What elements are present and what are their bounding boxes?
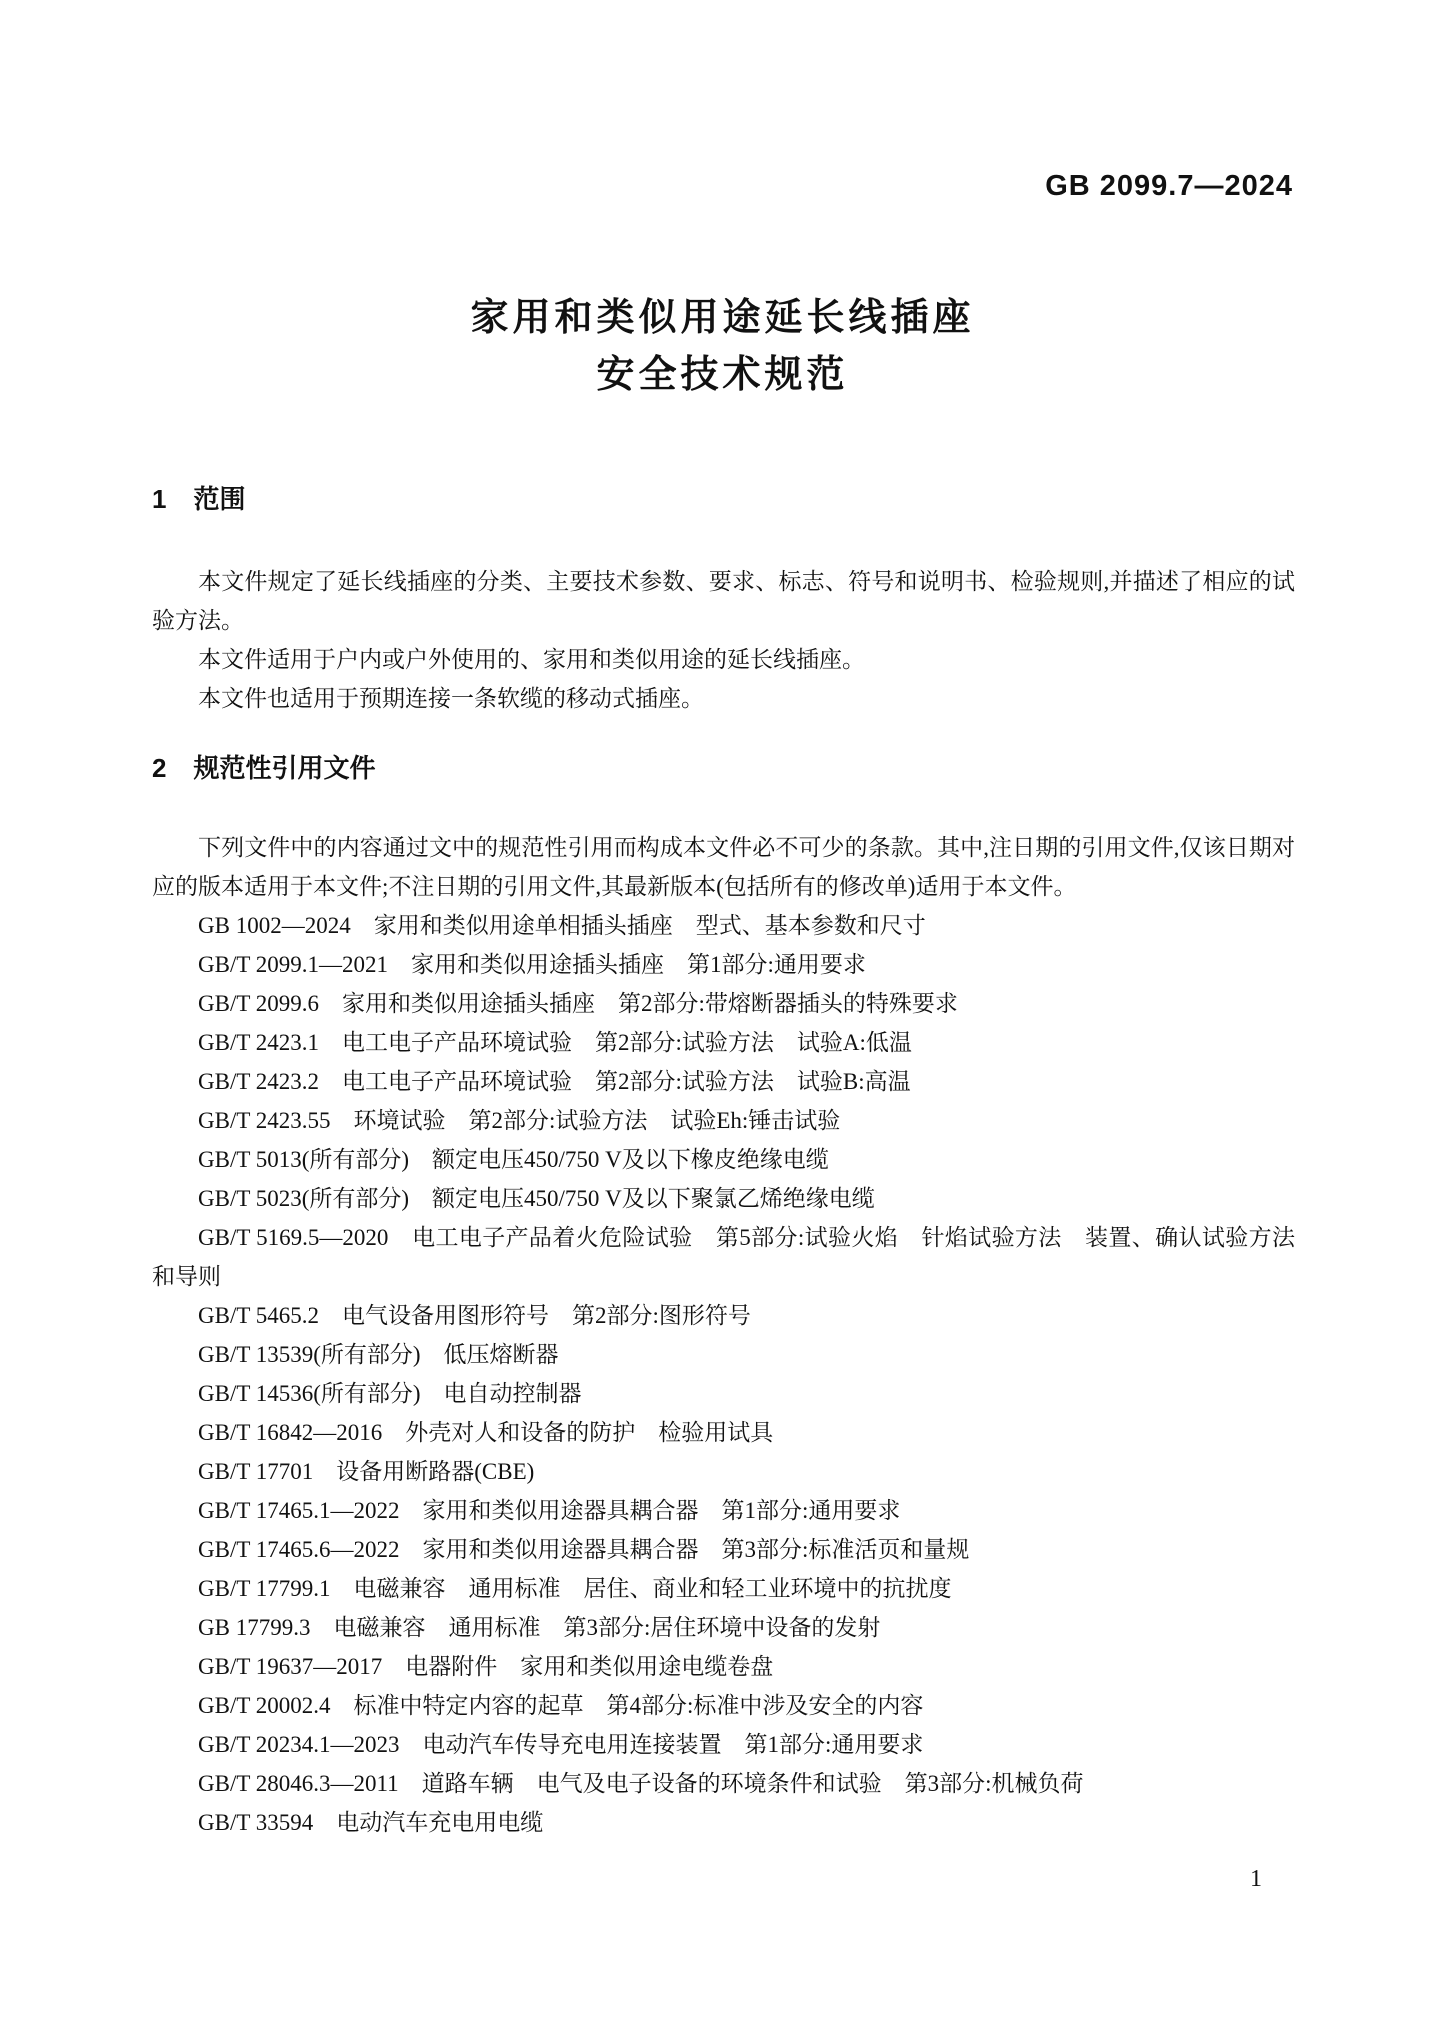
reference-item: GB/T 5013(所有部分) 额定电压450/750 V及以下橡皮绝缘电缆 xyxy=(198,1147,829,1172)
reference-item: GB/T 16842—2016 外壳对人和设备的防护 检验用试具 xyxy=(198,1420,774,1445)
section-2-heading xyxy=(152,749,1295,788)
reference-item: GB/T 19637—2017 电器附件 家用和类似用途电缆卷盘 xyxy=(198,1654,774,1679)
normative-reference-list xyxy=(152,906,1295,1842)
paragraph: 下列文件中的内容通过文中的规范性引用而构成本文件必不可少的条款。其中,注日期的引用文件,仅该日期对应的版本适用于本文件;不注日期的引用文件,其最新版本(包括所有的修改单)适用于本文件。 xyxy=(152,835,1295,899)
reference-item: GB/T 2099.6 家用和类似用途插头插座 第2部分:带熔断器插头的特殊要求 xyxy=(198,991,958,1016)
reference-item: GB/T 5465.2 电气设备用图形符号 第2部分:图形符号 xyxy=(198,1303,751,1328)
section-1-number: 1 xyxy=(152,484,167,514)
paragraph: 本文件也适用于预期连接一条软缆的移动式插座。 xyxy=(198,686,704,711)
reference-item: GB/T 2423.1 电工电子产品环境试验 第2部分:试验方法 试验A:低温 xyxy=(198,1030,912,1055)
reference-item: GB/T 20234.1—2023 电动汽车传导充电用连接装置 第1部分:通用要求 xyxy=(198,1732,924,1757)
reference-item: GB 17799.3 电磁兼容 通用标准 第3部分:居住环境中设备的发射 xyxy=(198,1615,881,1640)
reference-item: GB/T 13539(所有部分) 低压熔断器 xyxy=(198,1342,559,1367)
section-2-number: 2 xyxy=(152,753,167,783)
standard-number: GB 2099.7—2024 xyxy=(1045,170,1293,202)
section-1-paragraphs xyxy=(152,562,1295,718)
document-title-line1: 家用和类似用途延长线插座 xyxy=(470,297,975,339)
reference-item: GB/T 17465.6—2022 家用和类似用途器具耦合器 第3部分:标准活页和量规 xyxy=(198,1537,970,1562)
reference-item: GB 1002—2024 家用和类似用途单相插头插座 型式、基本参数和尺寸 xyxy=(198,913,926,938)
reference-item: GB/T 17799.1 电磁兼容 通用标准 居住、商业和轻工业环境中的抗扰度 xyxy=(198,1576,952,1601)
document-body xyxy=(152,480,1295,1842)
reference-item: GB/T 2423.55 环境试验 第2部分:试验方法 试验Eh:锤击试验 xyxy=(198,1108,841,1133)
reference-item: GB/T 2423.2 电工电子产品环境试验 第2部分:试验方法 试验B:高温 xyxy=(198,1069,911,1094)
paragraph: 本文件适用于户内或户外使用的、家用和类似用途的延长线插座。 xyxy=(198,647,865,672)
reference-item: GB/T 5169.5—2020 电工电子产品着火危险试验 第5部分:试验火焰 针焰试验方法 装置、确认试验方法和导则 xyxy=(152,1225,1295,1289)
section-2-title: 规范性引用文件 xyxy=(193,753,376,783)
page-number: 1 xyxy=(1250,1866,1262,1892)
reference-item: GB/T 14536(所有部分) 电自动控制器 xyxy=(198,1381,582,1406)
reference-item: GB/T 2099.1—2021 家用和类似用途插头插座 第1部分:通用要求 xyxy=(198,952,866,977)
reference-item: GB/T 5023(所有部分) 额定电压450/750 V及以下聚氯乙烯绝缘电缆 xyxy=(198,1186,875,1211)
reference-item: GB/T 17465.1—2022 家用和类似用途器具耦合器 第1部分:通用要求 xyxy=(198,1498,901,1523)
reference-item: GB/T 20002.4 标准中特定内容的起草 第4部分:标准中涉及安全的内容 xyxy=(198,1693,924,1718)
document-title xyxy=(0,290,1445,404)
section-1-title: 范围 xyxy=(193,484,246,514)
reference-item: GB/T 28046.3—2011 道路车辆 电气及电子设备的环境条件和试验 第3部分:机械负荷 xyxy=(198,1771,1084,1796)
section-1-heading xyxy=(152,480,1295,519)
document-title-line2: 安全技术规范 xyxy=(596,354,849,396)
reference-item: GB/T 17701 设备用断路器(CBE) xyxy=(198,1459,535,1484)
section-2-paragraphs xyxy=(152,828,1295,906)
paragraph: 本文件规定了延长线插座的分类、主要技术参数、要求、标志、符号和说明书、检验规则,并描述了相应的试验方法。 xyxy=(152,569,1295,633)
reference-item: GB/T 33594 电动汽车充电用电缆 xyxy=(198,1810,544,1835)
